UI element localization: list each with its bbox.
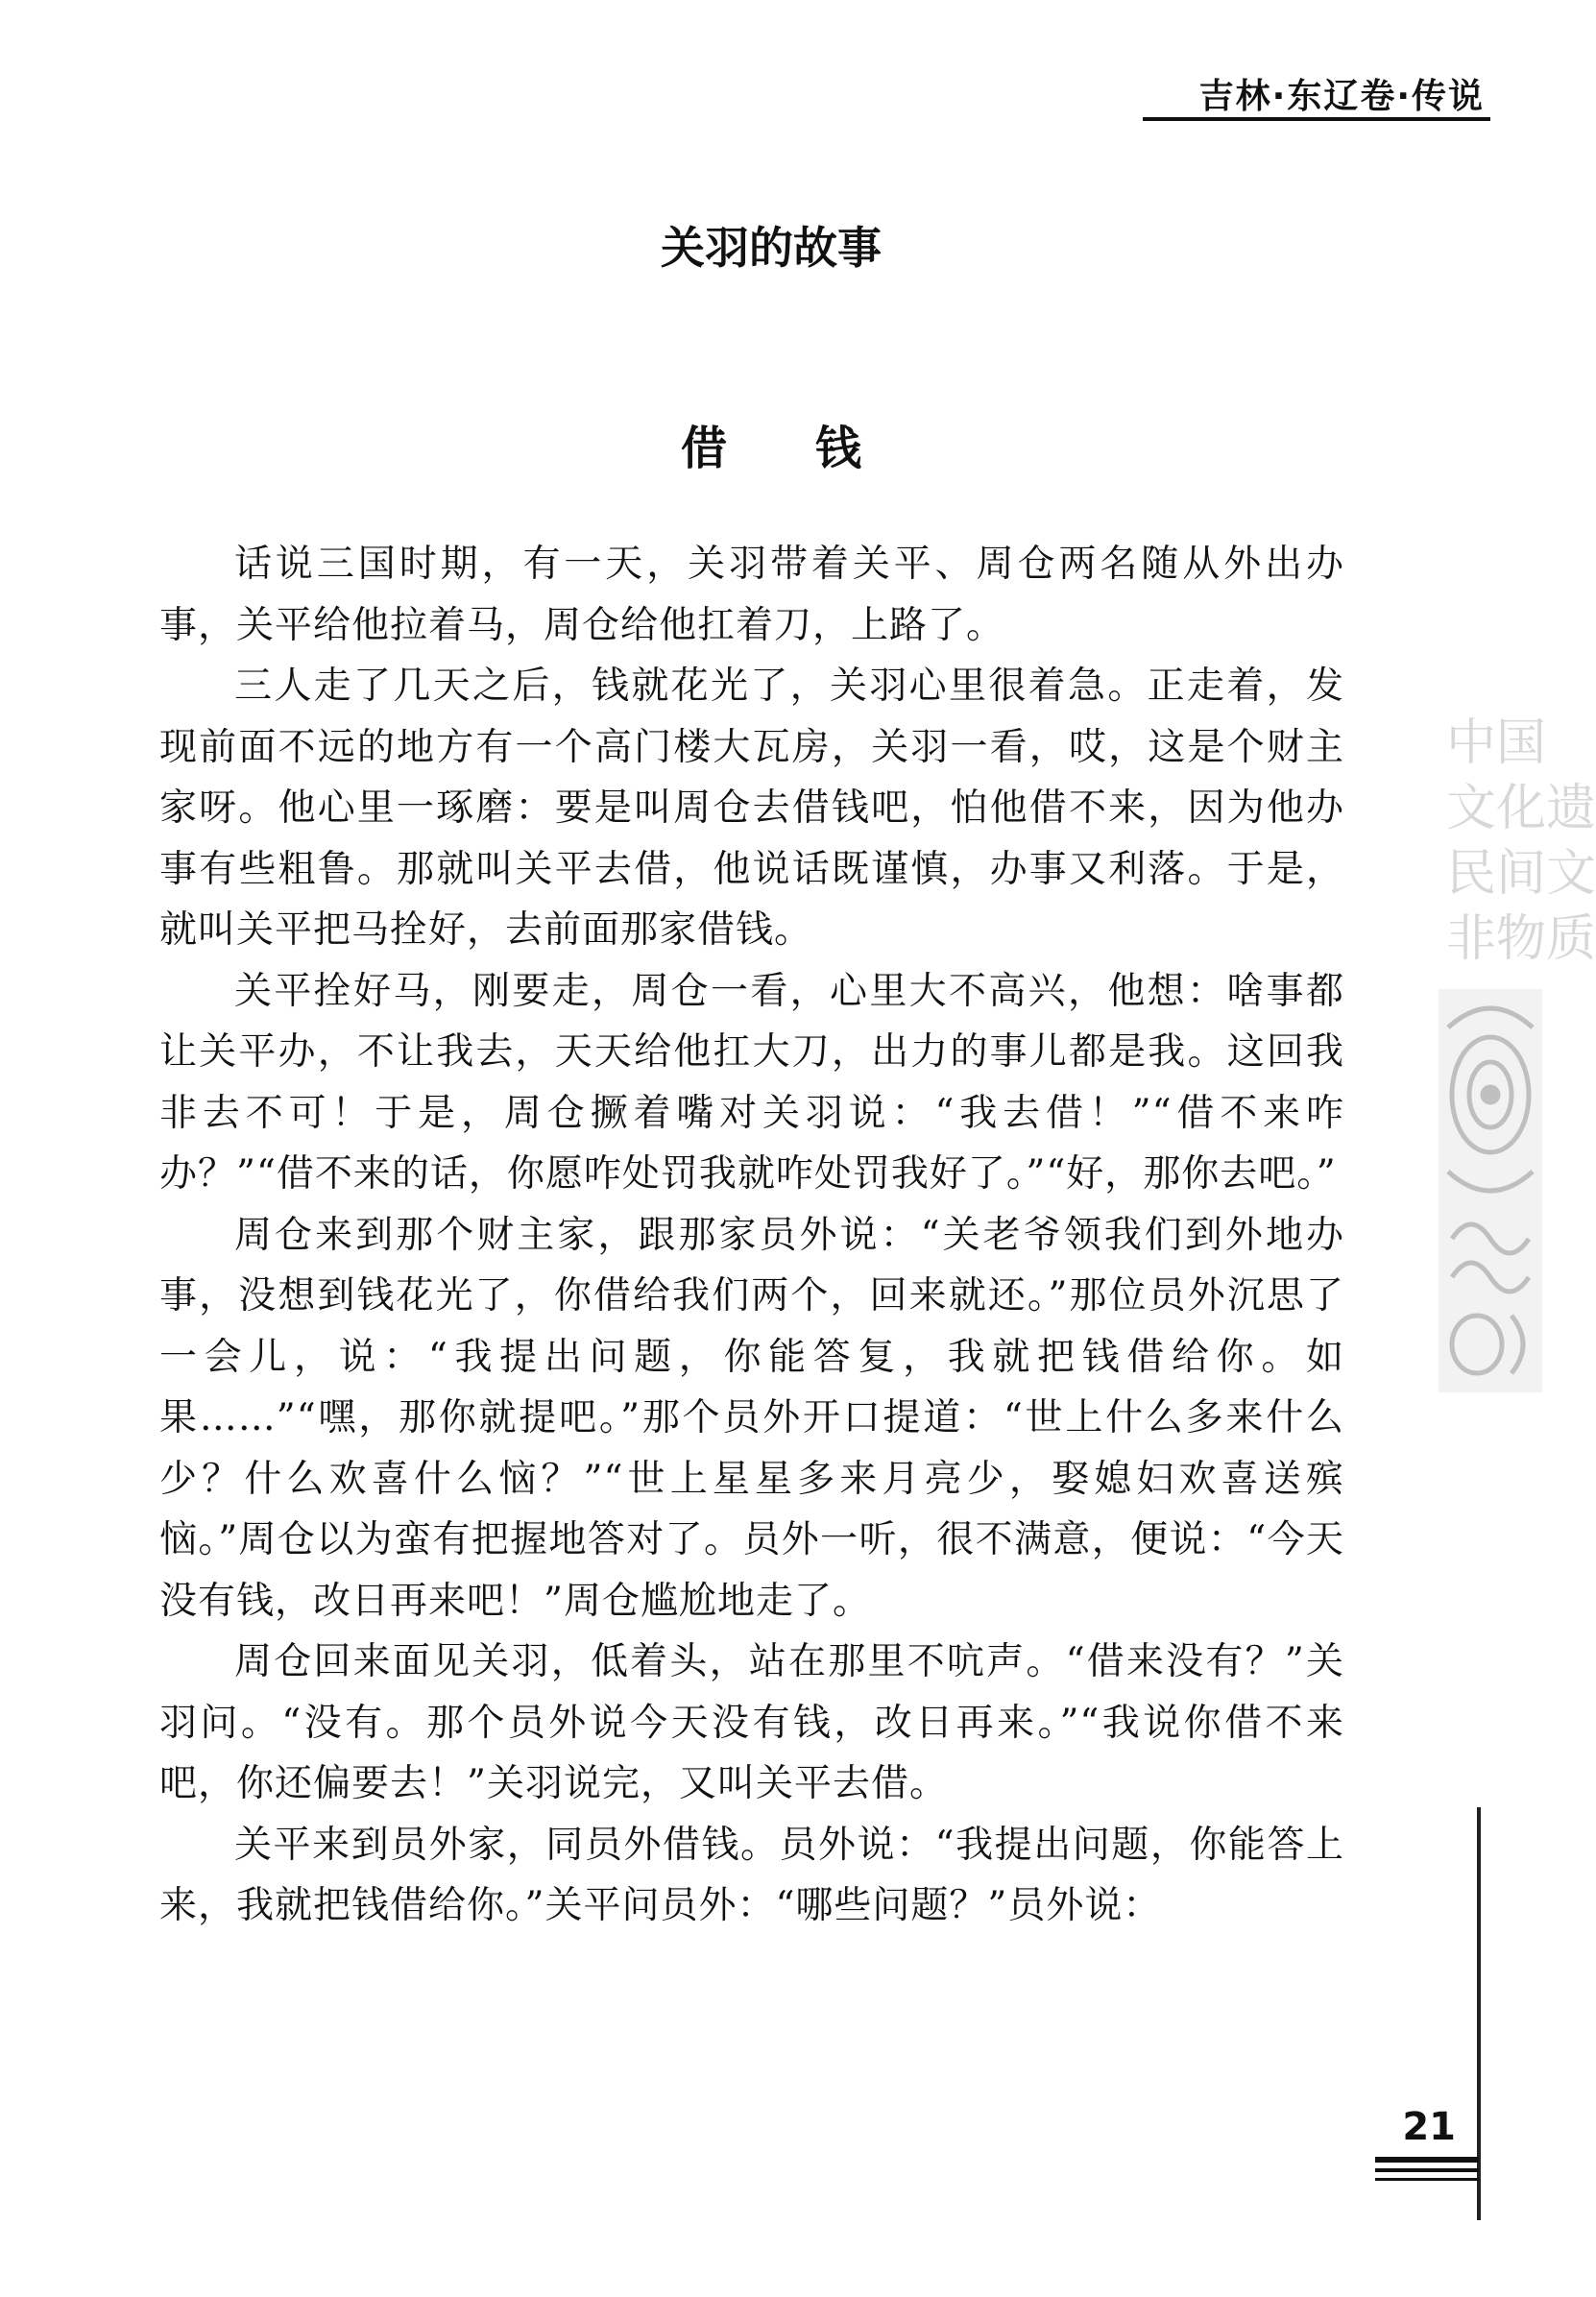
section-title: 借钱 [680, 422, 950, 475]
page-number-rule [1375, 2168, 1479, 2172]
side-ornament-line: 中国 [1446, 714, 1547, 772]
header-rule [1143, 117, 1490, 121]
paragraph: 关平来到员外家，同员外借钱。员外说：“我提出问题，你能答上来，我就把钱借给你。”关平问员外：“哪些问题？”员外说： [159, 1823, 1344, 1927]
page-number: 21 [1402, 2105, 1456, 2149]
ornament-pattern-icon [1439, 989, 1542, 1392]
running-header: 吉林·东辽卷·传说 [1198, 77, 1485, 116]
paragraph: 关平拴好马，刚要走，周仓一看，心里大不高兴，他想：啥事都让关平办，不让我去，天天给他扛大刀，出力的事儿都是我。这回我非去不可！于是，周仓撅着嘴对关羽说：“我去借！”“借不来咋办？”“借不来的话，你愿咋处罚我就咋处罚我好了。”“好，那你去吧。” [159, 969, 1344, 1196]
side-ornament-line: 民间文 [1446, 845, 1596, 903]
side-ornament-line: 非物质 [1446, 910, 1596, 968]
body-text [159, 534, 1344, 1937]
side-ornament-text [1446, 711, 1596, 972]
paragraph: 三人走了几天之后，钱就花光了，关羽心里很着急。正走着，发现前面不远的地方有一个高门楼大瓦房，关羽一看，哎，这是个财主家呀。他心里一琢磨：要是叫周仓去借钱吧，怕他借不来，因为他办事有些粗鲁。那就叫关平去借，他说话既谨慎，办事又利落。于是，就叫关平把马拴好，去前面那家借钱。 [159, 665, 1344, 952]
paragraph: 话说三国时期，有一天，关羽带着关平、周仓两名随从外出办事，关平给他拉着马，周仓给他扛着刀，上路了。 [159, 543, 1344, 647]
story-title: 关羽的故事 [661, 222, 882, 274]
page-number-rule [1375, 2157, 1479, 2163]
side-ornament-line: 文化遗 [1446, 780, 1596, 837]
paragraph: 周仓回来面见关羽，低着头，站在那里不吭声。“借来没有？”关羽问。“没有。那个员外说今天没有钱，改日再来。”“我说你借不来吧，你还偏要去！”关羽说完，又叫关平去借。 [159, 1640, 1344, 1805]
paragraph: 周仓来到那个财主家，跟那家员外说：“关老爷领我们到外地办事，没想到钱花光了，你借给我们两个，回来就还。”那位员外沉思了一会儿，说：“我提出问题，你能答复，我就把钱借给你。如果……”“嘿，那你就提吧。”那个员外开口提道：“世上什么多来什么少？什么欢喜什么恼？”“世上星星多来月亮少，娶媳妇欢喜送殡恼。”周仓以为蛮有把握地答对了。员外一听，很不满意，便说：“今天没有钱，改日再来吧！”周仓尴尬地走了。 [159, 1213, 1344, 1623]
page-number-rule [1375, 2178, 1479, 2181]
side-ornament [1439, 711, 1596, 1383]
